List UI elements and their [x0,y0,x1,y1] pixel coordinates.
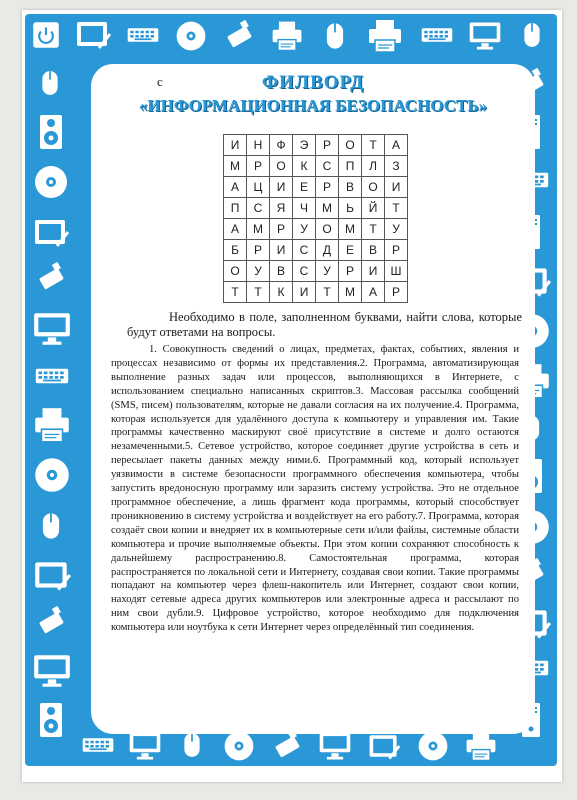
grid-cell: Р [247,156,270,177]
mouse-icon [33,508,69,544]
grid-cell: Р [339,261,362,282]
instructions-text: Необходимо в поле, заполненном буквами, найти слова, которые будут ответами на вопросы. [127,310,522,339]
monitor-icon [31,308,73,350]
grid-cell: В [339,177,362,198]
grid-cell: Т [362,135,385,156]
grid-cell: П [339,156,362,177]
grid-cell: Р [385,240,408,261]
grid-cell: У [316,261,339,282]
tablet-icon [73,14,113,54]
keyboard-icon [123,18,163,52]
grid-cell: И [224,135,247,156]
grid-cell: М [316,198,339,219]
grid-cell: У [293,219,316,240]
grid-cell: М [224,156,247,177]
grid-cell: В [270,261,293,282]
grid-cell: И [362,261,385,282]
printer-icon [31,404,73,446]
keyboard-icon [31,358,73,394]
flash-drive-icon [33,260,69,296]
grid-cell: Я [270,198,293,219]
grid-cell: Е [339,240,362,261]
grid-cell: С [316,156,339,177]
grid-cell: Т [247,282,270,303]
page-title: ФИЛВОРД [261,72,365,93]
grid-cell: О [224,261,247,282]
questions-text: 1. Совокупность сведений о лицах, предметах, фактах, событиях, явления и процессах независимо от формы их представления.2. Программа, автоматизирующая выполнение разных задач или процессов, выполняющихся в Интернете, с использованием специально написанных скриптов.3. Массовая рассылка сообщений (SMS, писем) пользователям, которые не давали согласия на их получение.4. Программа, которая используется для удалённого доступа к компьютеру и управления им. Такие программы качественно маскируют своё присутствие в системе и долго остаются незамеченными.5. Сетевое устройство, которое соединяет другие устройства в сеть и пересылает пакеты данных между ними.6. Программный код, который использует уязвимости в системе безопасности программного обеспечения компьютера, чтобы запустить вредоносную программу или заразить систему устройства. Это не отдельное программное обеспечение, а лишь фрагмент кода программы, который способствует проникновению в систему устройства и воздействует на его работу.7. Программа, которая создаёт свои копии и внедряет их в компьютерные сети и/или файлы, системные области компьютера и прочие выполняемые объекты. При этом копии сохраняют способность к дальнейшему распространению.8. Самостоятельная программа, которая распространяется по локальной сети и Интернету, создавая свои копии. Такие программы попадают на компьютер через флеш-накопитель или Интернет, создают свои копии, находят сетевые адреса других компьютеров или электронные адреса и рассылают по ним свои дубли.9. Цифровое устройство, которое необходимо для подключения компьютера или ноутбука к сети Интернет через определённый тип соединения. [111,344,519,634]
speaker-icon [31,698,71,742]
monitor-icon [31,650,73,692]
grid-cell: Р [316,135,339,156]
grid-cell: С [293,261,316,282]
tablet-icon [31,212,71,252]
mouse-icon [317,18,353,54]
grid-cell: И [270,240,293,261]
grid-cell: А [385,135,408,156]
grid-cell: Р [385,282,408,303]
grid-cell: Р [247,240,270,261]
word-search-grid [223,134,408,303]
grid-cell: Т [224,282,247,303]
grid-cell: Т [362,219,385,240]
grid-cell: О [339,135,362,156]
stamp-letter: с [157,74,163,89]
grid-cell: И [293,282,316,303]
grid-cell: И [385,177,408,198]
tablet-icon [31,554,73,596]
grid-cell: В [362,240,385,261]
grid-cell: У [247,261,270,282]
grid-cell: Ь [339,198,362,219]
grid-cell: Ч [293,198,316,219]
disc-icon [31,162,71,202]
mouse-icon [515,18,549,52]
grid-cell: Ш [385,261,408,282]
grid-cell: О [316,219,339,240]
grid-cell: А [362,282,385,303]
grid-cell: О [362,177,385,198]
grid-cell: Т [385,198,408,219]
grid-cell: М [339,282,362,303]
border-frame [25,14,557,766]
grid-cell: С [247,198,270,219]
disc-icon [173,18,209,54]
page-subtitle: «ИНФОРМАЦИОННАЯ БЕЗОПАСНОСТЬ» [138,96,488,115]
printer-icon [365,16,405,56]
power-icon [29,18,63,52]
speaker-icon [31,110,71,154]
grid-cell: И [270,177,293,198]
grid-cell: О [270,156,293,177]
flash-drive-icon [221,18,257,54]
grid-cell: Е [293,177,316,198]
grid-cell: Р [270,219,293,240]
disc-icon [31,454,73,496]
grid-cell: К [270,282,293,303]
printer-icon [269,18,305,54]
grid-cell: Ф [270,135,293,156]
flash-drive-icon [33,604,69,640]
grid-cell: Й [362,198,385,219]
grid-cell: Ц [247,177,270,198]
keyboard-icon [417,18,457,52]
grid-cell: Р [316,177,339,198]
grid-cell: М [339,219,362,240]
grid-cell: Л [362,156,385,177]
grid-cell: Б [224,240,247,261]
mouse-icon [33,66,67,100]
grid-cell: К [293,156,316,177]
grid-cell: С [293,240,316,261]
grid-cell: З [385,156,408,177]
grid-cell: Т [316,282,339,303]
grid-cell: П [224,198,247,219]
grid-cell: Н [247,135,270,156]
grid-cell: Д [316,240,339,261]
monitor-icon [467,18,503,54]
grid-cell: У [385,219,408,240]
grid-cell: А [224,219,247,240]
grid-cell: А [224,177,247,198]
content-panel [91,64,535,734]
grid-cell: Э [293,135,316,156]
grid-cell: М [247,219,270,240]
